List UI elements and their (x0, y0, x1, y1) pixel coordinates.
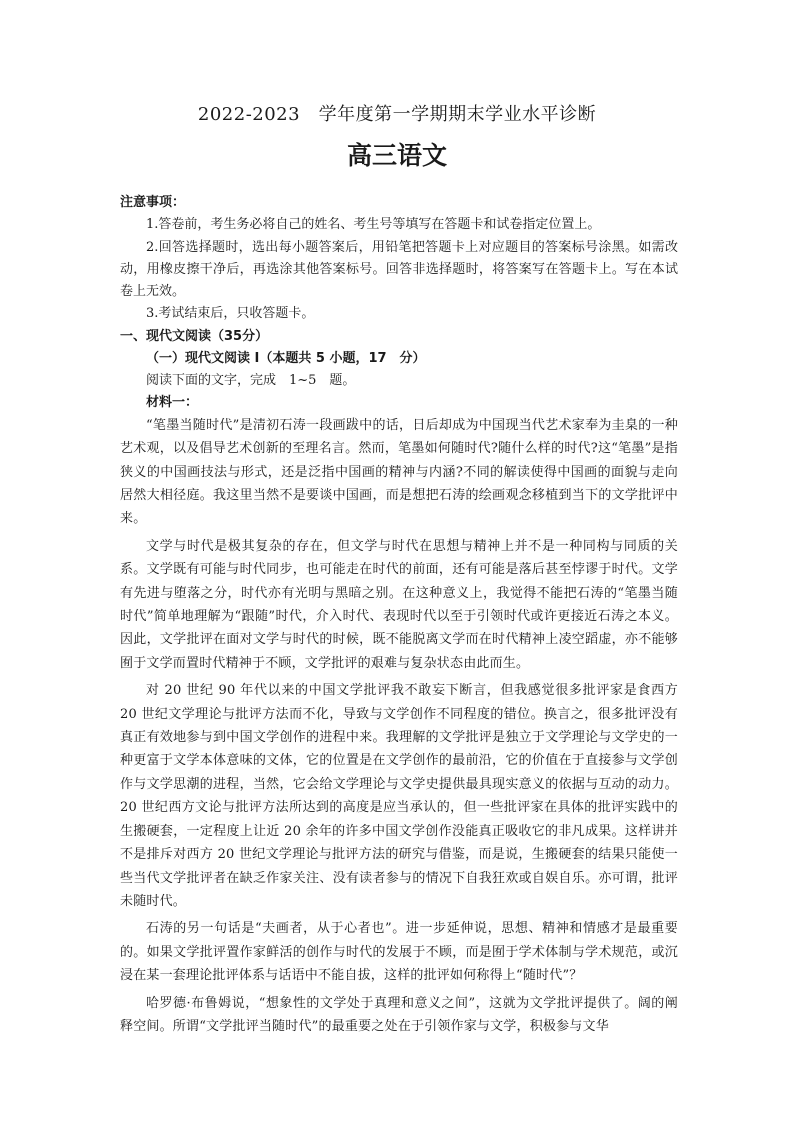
notice-heading: 注意事项： (120, 195, 186, 210)
notice-item-1: 1.答卷前，考生务必将自己的姓名、考生号等填写在答题卡和试卷指定位置上。 (146, 217, 601, 233)
subject-title: 高三语文 (346, 141, 447, 170)
subsection-heading: （一）现代文阅读 I（本题共 5 小题，17 分） (146, 350, 426, 366)
article-text (120, 414, 678, 1039)
material-label: 材料一： (146, 394, 199, 410)
notice-item-2: 2.回答选择题时，选出每小题答案后，用铅笔把答题卡上对应题目的答案标号涂黑。如需改动，用橡皮擦干净后，再选涂其他答案标号。回答非选择题时，将答案写在答题卡上。写在本试卷上无效。 (120, 239, 678, 300)
reading-instruction: 阅读下面的文字，完成 1~5 题。 (146, 372, 356, 388)
notice-item-3: 3.考试结束后，只收答题卡。 (146, 306, 315, 322)
article-paragraph-5: 哈罗德·布鲁姆说，“想象性的文学处于真理和意义之间”，这就为文学批评提供了。阔的阐释空间。所谓“文学批评当随时代”的最重要之处在于引领作家与文学，积极参与文华 (120, 995, 678, 1034)
article-paragraph-1: “笔墨当随时代”是清初石涛一段画跋中的话，日后却成为中国现当代艺术家奉为圭臬的一种艺术观，以及倡导艺术创新的至理名言。然而，笔墨如何随时代?随什么样的时代?这“笔墨”是指狭义的中国画技法与形式，还是泛指中国画的精神与内涵?不同的解读使得中国画的面貌与走向居然大相径庭。我这里当然不是要谈中国画，而是想把石涛的绘画观念移植到当下的文学批评中来。 (120, 417, 678, 527)
article-paragraph-2: 文学与时代是极其复杂的存在，但文学与时代在思想与精神上并不是一种同构与同质的关系。文学既有可能与时代同步，也可能走在时代的前面，还有可能是落后甚至悖谬于时代。文学有先进与堕落之分，时代亦有光明与黑暗之别。在这种意义上，我觉得不能把石涛的“笔墨当随时代”简单地理解为“跟随”时代，介入时代、表现时代以至于引领时代或许更接近石涛之本义。因此，文学批评在面对文学与时代的时候，既不能脱离文学而在时代精神上凌空蹈虚，亦不能够囿于文学而置时代精神于不顾，文学批评的艰难与复杂状态由此而生。 (120, 538, 678, 671)
page-body (120, 192, 678, 1042)
exam-title: 2022-2023 学年度第一学期期末学业水平诊断 (197, 104, 597, 125)
section-heading: 一、现代文阅读（35分） (120, 328, 269, 344)
article-paragraph-4: 石涛的另一句话是“夫画者，从于心者也”。进一步延伸说，思想、精神和情感才是最重要的。如果文学批评置作家鲜活的创作与时代的发展于不顾，而是囿于学术体制与学术规范，或沉浸在某一套理论批评体系与话语中不能自拔，这样的批评如何称得上“随时代”？ (120, 921, 678, 984)
article-paragraph-3: 对 20 世纪 90 年代以来的中国文学批评我不敢妄下断言，但我感觉很多批评家是食西方 20 世纪文学理论与批评方法而不化，导致与文学创作不同程度的错位。换言之，很多批评没有真正有效地参与到中国文学创作的进程中来。我理解的文学批评是独立于文学理论与文学史的一种更富于文学本体意味的文体，它的位置是在文学创作的最前沿，它的价值在于直接参与文学创作与文学思潮的进程，当然，它会给文学理论与文学史提供最具现实意义的依据与互动的动力。20 世纪西方文论与批评方法所达到的高度是应当承认的，但一些批评家在具体的批评实践中的生搬硬套，一定程度上让近 20 余年的许多中国文学创作没能真正吸收它的非凡成果。这样讲并不是排斥对西方 20 世纪文学理论与批评方法的研究与借鉴，而是说，生搬硬套的结果只能使一些当代文学批评者在缺乏作家关注、没有读者参与的情况下自我狂欢或自娱自乐。亦可谓，批评未随时代。 (120, 683, 678, 909)
notice-section (120, 192, 678, 326)
